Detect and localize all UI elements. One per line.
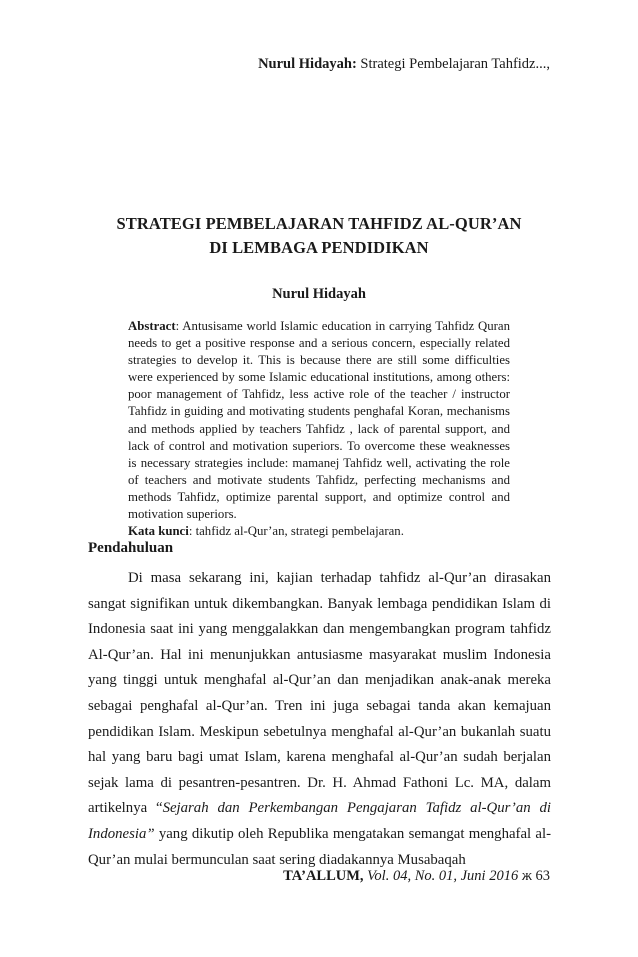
article-author: Nurul Hidayah	[272, 286, 366, 302]
footer-separator: ж	[518, 868, 536, 884]
abstract-label: Abstract	[128, 319, 176, 333]
abstract-text: : Antusisame world Islamic education in carrying Tahfidz Quran needs to get a positive response and a serious concern, especially related strategies to develop it. This is because there are still some difficulties were experienced by some Islamic educational institutions, among others: poor management of Tahfidz, less active role of the teacher / instructor Tahfidz in guiding and motivating students penghafal Koran, mechanisms and methods applied by teachers Tahfidz , lack of parental support, and lack of control and motivation superiors. To overcome these weaknesses is necessary strategies include: mamanej Tahfidz well, activating the role of teachers and motivate students Tahfidz, perfecting mechanisms and methods Tahfidz, optimize parental support, and optimize control and motivation superiors.	[128, 319, 510, 522]
keywords-paragraph	[128, 523, 510, 540]
abstract-paragraph	[128, 318, 510, 523]
running-header-title: Strategi Pembelajaran Tahfidz...,	[356, 56, 550, 72]
footer-journal-name: TA’ALLUM,	[283, 868, 364, 884]
running-header	[258, 56, 550, 73]
body-text-part-2: yang dikutip oleh Republika mengatakan semangat menghafal al-Qur’an mulai bermunculan saat sering diadakannya Musabaqah	[88, 825, 551, 868]
body-text-part-1: Di masa sekarang ini, kajian terhadap tahfidz al-Qur’an dirasakan sangat signifikan untuk dikembangkan. Banyak lembaga pendidikan Islam di Indonesia saat ini yang menggalakkan dan mengembangkan program tahfidz Al-Qur’an. Hal ini menunjukkan antusiasme masyarakat muslim Indonesia yang tinggi untuk menghafal al-Qur’an dan menjadikan anak-anak mereka sebagai penghafal al-Qur’an. Tren ini juga sebagai tanda akan kemajuan pendidikan Islam. Meskipun sebetulnya menghafal al-Qur’an bukanlah suatu hal yang baru bagi umat Islam, karena menghafal al-Qur’an sudah berjalan sejak lama di pesantren-pesantren. Dr. H. Ahmad Fathoni Lc. MA, dalam artikelnya “	[88, 570, 551, 817]
keywords-label: Kata kunci	[128, 524, 189, 539]
section-heading: Pendahuluan	[88, 540, 174, 556]
running-header-author: Nurul Hidayah:	[258, 56, 357, 72]
page-number: 63	[535, 868, 550, 884]
page-footer	[283, 868, 550, 885]
keywords-text: : tahfidz al-Qur’an, strategi pembelajaran.	[188, 524, 404, 539]
body-paragraph	[88, 566, 551, 873]
abstract-block	[128, 318, 510, 540]
body-text-italic-title: Sejarah dan Perkembangan Pengajaran Tafidz al-Qur’an di Indonesia”	[88, 800, 551, 842]
article-title-line-1: STRATEGI PEMBELAJARAN TAHFIDZ AL-QUR’AN	[116, 214, 522, 233]
footer-issue: Vol. 04, No. 01, Juni 2016	[363, 868, 519, 884]
article-title-line-2: DI LEMBAGA PENDIDIKAN	[209, 238, 429, 257]
